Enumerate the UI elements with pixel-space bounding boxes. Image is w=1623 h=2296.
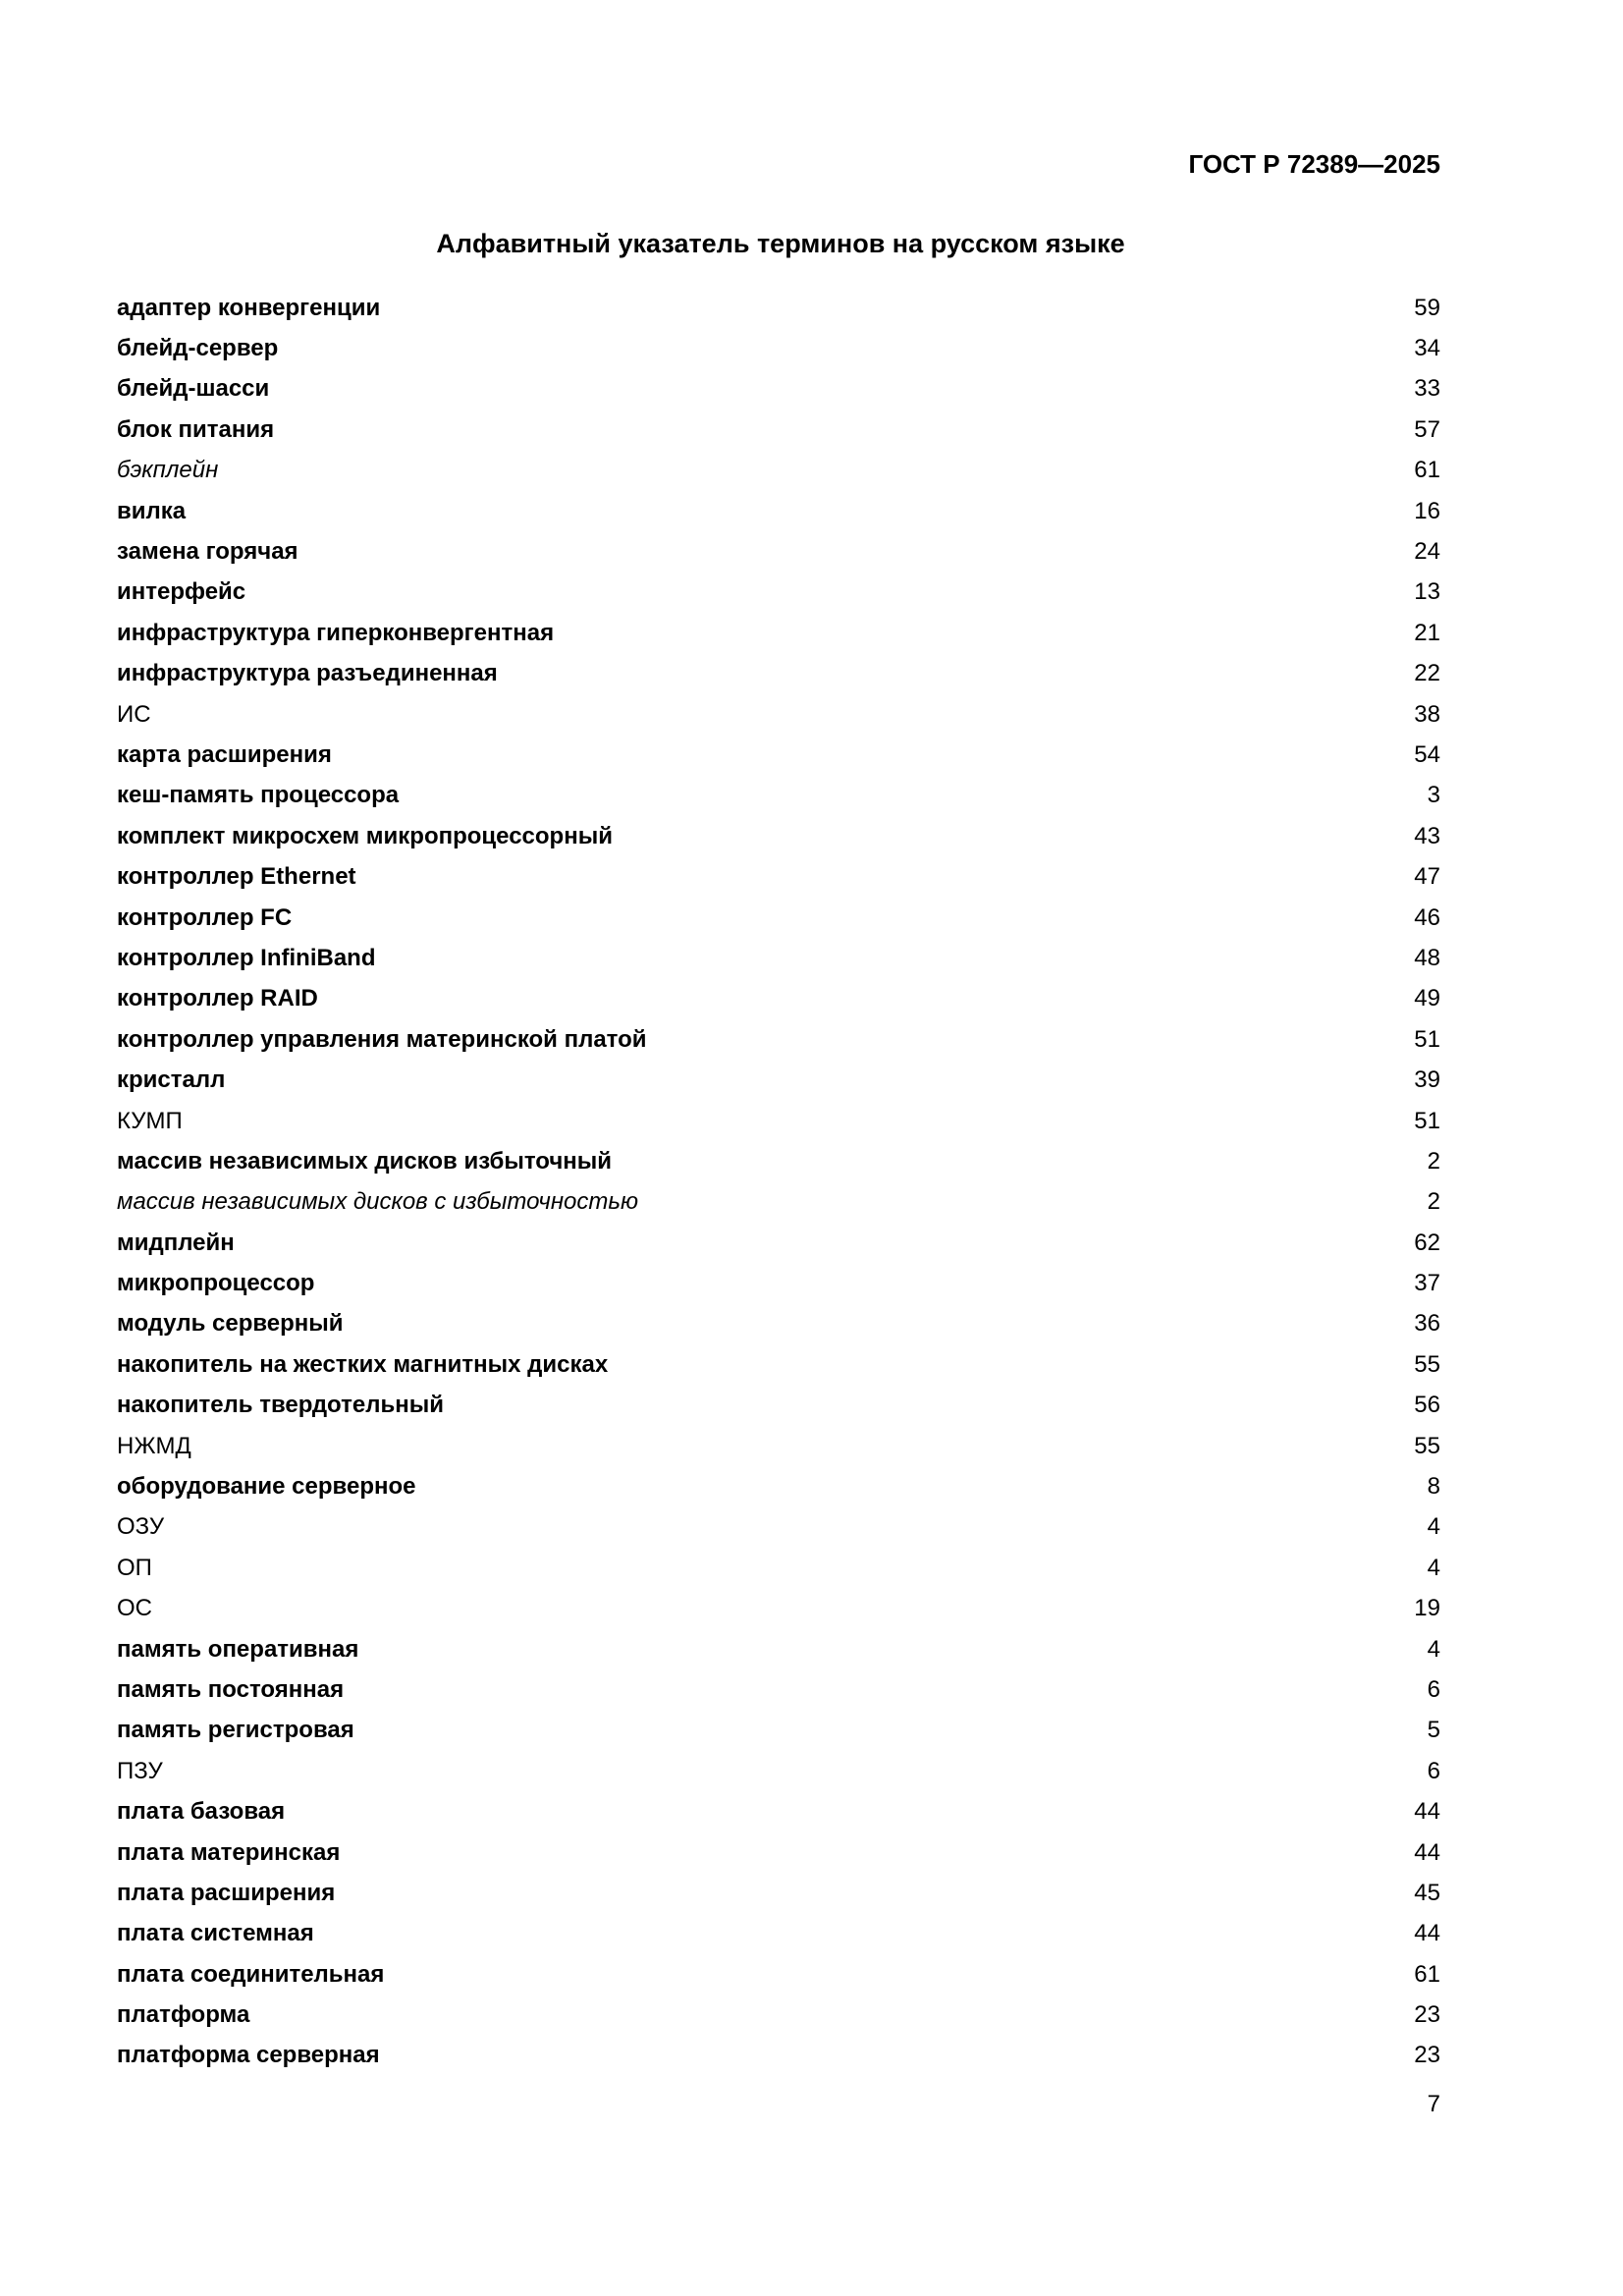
- index-term: ОЗУ: [117, 1513, 165, 1541]
- index-term: память регистровая: [117, 1717, 354, 1744]
- index-entry: [117, 1101, 1440, 1141]
- index-term-number: 43: [1414, 822, 1440, 849]
- index-term-number: 61: [1414, 457, 1440, 484]
- index-term-number: 61: [1414, 1960, 1440, 1988]
- index-term-number: 49: [1414, 985, 1440, 1012]
- index-entry: [117, 1995, 1440, 2035]
- index-term: ПЗУ: [117, 1757, 163, 1784]
- index-term-number: 4: [1427, 1554, 1440, 1581]
- index-term: плата расширения: [117, 1879, 336, 1906]
- index-entry: [117, 451, 1440, 491]
- index-term: комплект микросхем микропроцессорный: [117, 822, 613, 849]
- index-entry: [117, 1914, 1440, 1954]
- index-term-number: 13: [1414, 578, 1440, 606]
- index-term: платформа серверная: [117, 2042, 380, 2069]
- index-term-number: 2: [1427, 1188, 1440, 1216]
- index-term-number: 44: [1414, 1838, 1440, 1866]
- index-term-number: 36: [1414, 1310, 1440, 1338]
- index-entry: [117, 1954, 1440, 1995]
- index-term: платформа: [117, 2001, 250, 2029]
- index-term-number: 5: [1427, 1717, 1440, 1744]
- index-entry: [117, 1182, 1440, 1223]
- index-term: ИС: [117, 700, 151, 728]
- term-index-list: [117, 288, 1440, 2076]
- index-term-number: 44: [1414, 1798, 1440, 1826]
- index-term-number: 37: [1414, 1270, 1440, 1297]
- index-term: контроллер управления материнской платой: [117, 1025, 647, 1053]
- index-term: плата соединительная: [117, 1960, 385, 1988]
- index-term-number: 4: [1427, 1513, 1440, 1541]
- index-term: накопитель на жестких магнитных дисках: [117, 1350, 609, 1378]
- index-entry: [117, 1263, 1440, 1303]
- index-entry: [117, 1711, 1440, 1751]
- index-entry: [117, 979, 1440, 1019]
- index-term: массив независимых дисков с избыточностью: [117, 1188, 639, 1216]
- index-term: блок питания: [117, 415, 275, 443]
- index-term-number: 2: [1427, 1147, 1440, 1175]
- index-entry: [117, 288, 1440, 328]
- index-entry: [117, 1223, 1440, 1263]
- index-entry: [117, 654, 1440, 694]
- index-term-number: 6: [1427, 1757, 1440, 1784]
- index-entry: [117, 1426, 1440, 1466]
- index-term: массив независимых дисков избыточный: [117, 1147, 613, 1175]
- index-term: замена горячая: [117, 538, 298, 566]
- index-entry: [117, 938, 1440, 978]
- index-term-number: 34: [1414, 335, 1440, 362]
- index-entry: [117, 776, 1440, 816]
- index-term-number: 33: [1414, 375, 1440, 403]
- index-term: память оперативная: [117, 1635, 359, 1663]
- index-term-number: 57: [1414, 415, 1440, 443]
- index-term-number: 38: [1414, 700, 1440, 728]
- index-entry: [117, 410, 1440, 450]
- index-entry: [117, 1548, 1440, 1588]
- index-title: Алфавитный указатель терминов на русском языке: [436, 229, 1125, 258]
- index-entry: [117, 1060, 1440, 1100]
- index-entry: [117, 694, 1440, 735]
- index-term-number: 6: [1427, 1675, 1440, 1703]
- index-entry: [117, 491, 1440, 531]
- index-term-number: 59: [1414, 294, 1440, 321]
- index-term: НЖМД: [117, 1432, 191, 1459]
- index-entry: [117, 735, 1440, 775]
- index-entry: [117, 1019, 1440, 1060]
- index-term-number: 56: [1414, 1392, 1440, 1419]
- index-term-number: 23: [1414, 2042, 1440, 2069]
- index-term: бэкплейн: [117, 457, 219, 484]
- index-term: блейд-сервер: [117, 335, 279, 362]
- index-entry: [117, 369, 1440, 410]
- index-entry: [117, 2036, 1440, 2076]
- index-entry: [117, 1507, 1440, 1548]
- index-entry: [117, 1751, 1440, 1791]
- index-entry: [117, 1669, 1440, 1710]
- index-term: кеш-память процессора: [117, 782, 400, 809]
- index-term: интерфейс: [117, 578, 246, 606]
- index-entry: [117, 856, 1440, 897]
- index-term-number: 62: [1414, 1229, 1440, 1256]
- index-term: карта расширения: [117, 740, 332, 768]
- index-term: плата материнская: [117, 1838, 341, 1866]
- index-term: кристалл: [117, 1066, 226, 1094]
- index-entry: [117, 1589, 1440, 1629]
- index-entry: [117, 1386, 1440, 1426]
- index-term: контроллер InfiniBand: [117, 944, 376, 971]
- index-term: контроллер FC: [117, 903, 293, 931]
- index-entry: [117, 1466, 1440, 1506]
- index-term-number: 24: [1414, 538, 1440, 566]
- index-entry: [117, 1141, 1440, 1181]
- index-term: блейд-шасси: [117, 375, 270, 403]
- index-term-number: 19: [1414, 1595, 1440, 1622]
- index-term: ОС: [117, 1595, 152, 1622]
- index-term-number: 21: [1414, 619, 1440, 646]
- index-entry: [117, 613, 1440, 653]
- index-term-number: 45: [1414, 1879, 1440, 1906]
- index-term: инфраструктура разъединенная: [117, 660, 498, 687]
- index-term-number: 3: [1427, 782, 1440, 809]
- index-term-number: 39: [1414, 1066, 1440, 1094]
- index-term: мидплейн: [117, 1229, 235, 1256]
- document-code: ГОСТ Р 72389—2025: [1188, 149, 1440, 179]
- index-term: оборудование серверное: [117, 1473, 416, 1501]
- index-entry: [117, 328, 1440, 368]
- index-term-number: 48: [1414, 944, 1440, 971]
- index-term-number: 8: [1427, 1473, 1440, 1501]
- index-term-number: 47: [1414, 863, 1440, 891]
- index-entry: [117, 816, 1440, 856]
- index-term-number: 54: [1414, 740, 1440, 768]
- index-term-number: 4: [1427, 1635, 1440, 1663]
- index-entry: [117, 1629, 1440, 1669]
- index-term: КУМП: [117, 1107, 183, 1134]
- index-entry: [117, 531, 1440, 572]
- index-term-number: 46: [1414, 903, 1440, 931]
- index-term-number: 44: [1414, 1920, 1440, 1947]
- index-term: память постоянная: [117, 1675, 345, 1703]
- index-term-number: 55: [1414, 1432, 1440, 1459]
- index-term: микропроцессор: [117, 1270, 315, 1297]
- index-term-number: 22: [1414, 660, 1440, 687]
- index-term: инфраструктура гиперконвергентная: [117, 619, 555, 646]
- index-term: плата базовая: [117, 1798, 286, 1826]
- index-term: накопитель твердотельный: [117, 1392, 444, 1419]
- index-term: плата системная: [117, 1920, 314, 1947]
- index-term-number: 51: [1414, 1107, 1440, 1134]
- index-term: модуль серверный: [117, 1310, 344, 1338]
- index-term: контроллер Ethernet: [117, 863, 356, 891]
- index-entry: [117, 1832, 1440, 1873]
- index-term-number: 16: [1414, 497, 1440, 524]
- index-entry: [117, 1791, 1440, 1831]
- index-term: ОП: [117, 1554, 152, 1581]
- index-entry: [117, 1304, 1440, 1344]
- index-entry: [117, 1873, 1440, 1913]
- index-entry: [117, 573, 1440, 613]
- index-term: адаптер конвергенции: [117, 294, 381, 321]
- index-term: контроллер RAID: [117, 985, 318, 1012]
- index-term-number: 51: [1414, 1025, 1440, 1053]
- index-term: вилка: [117, 497, 187, 524]
- index-term-number: 55: [1414, 1350, 1440, 1378]
- index-term-number: 23: [1414, 2001, 1440, 2029]
- page-number: 7: [1427, 2091, 1440, 2117]
- index-entry: [117, 1344, 1440, 1385]
- index-entry: [117, 898, 1440, 938]
